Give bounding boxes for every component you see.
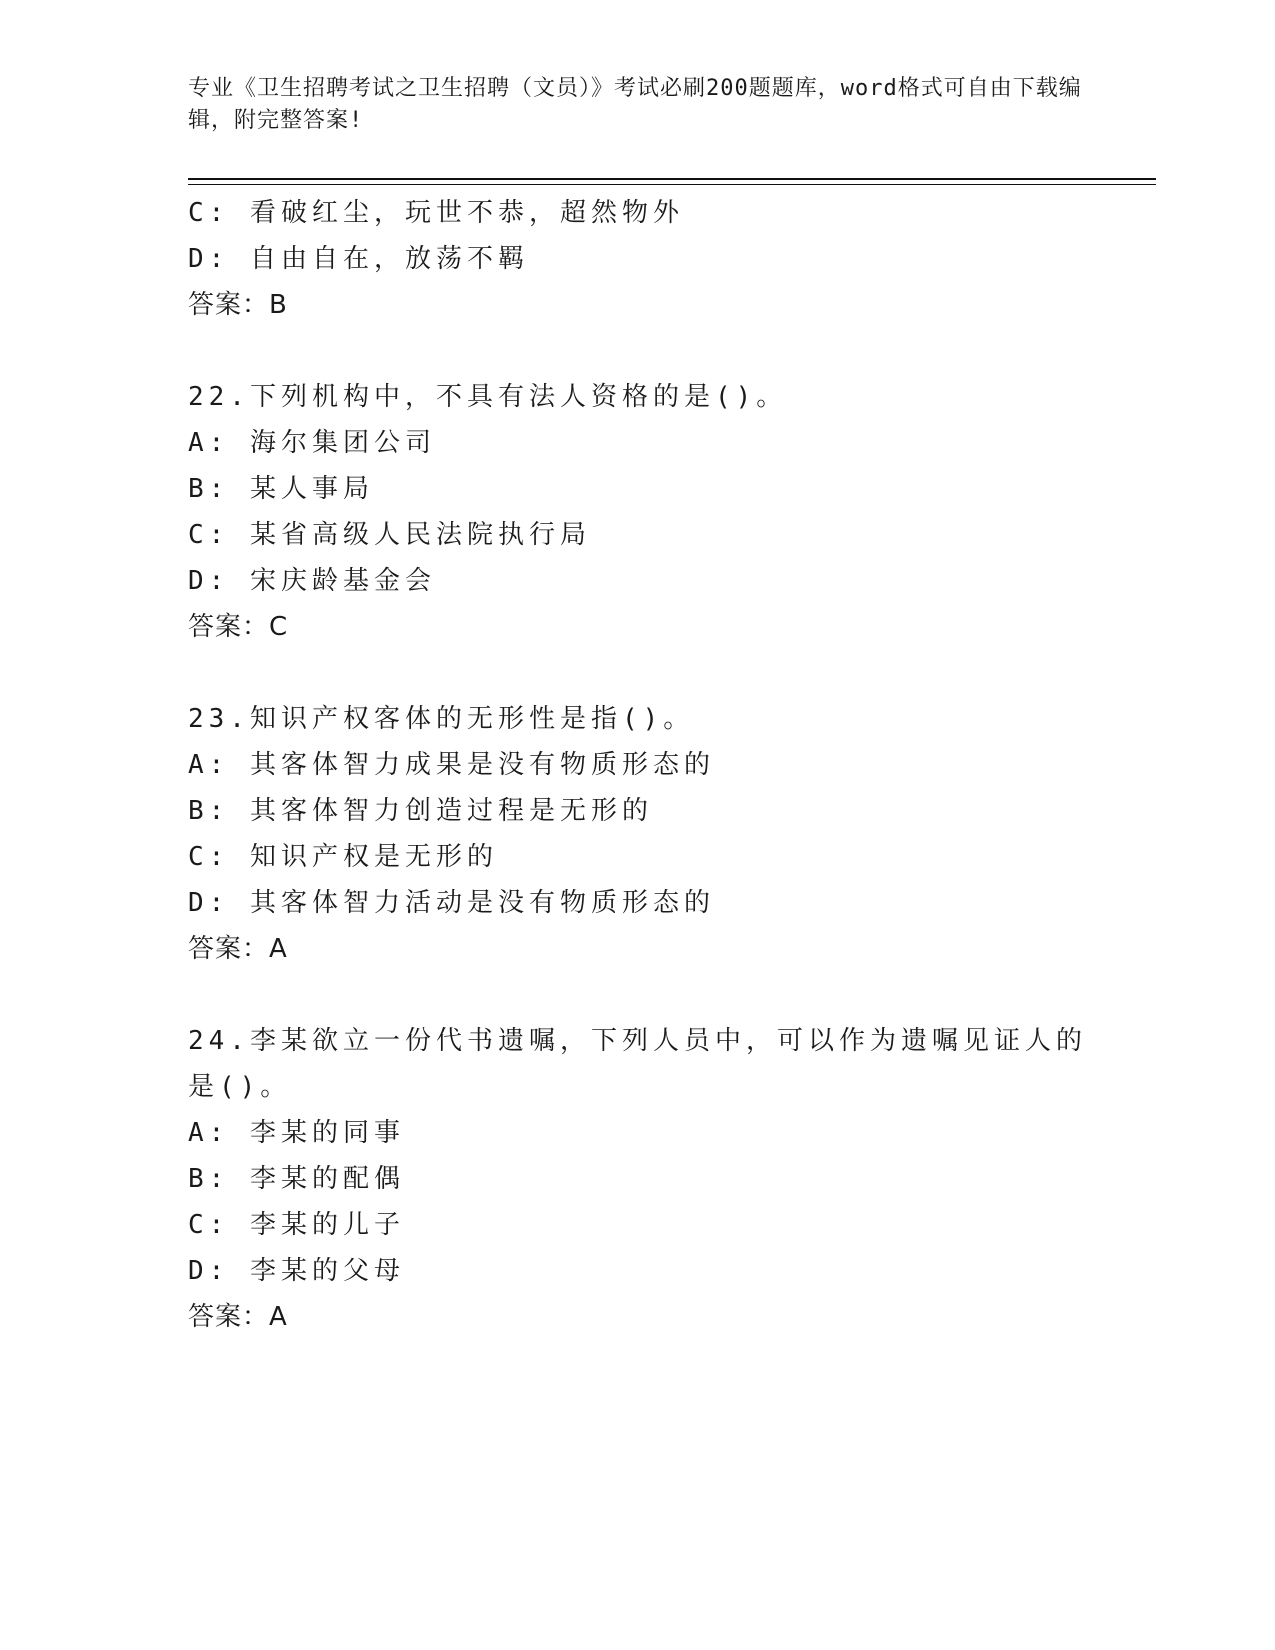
question-text: 24.李某欲立一份代书遗嘱，下列人员中，可以作为遗嘱见证人的是()。 bbox=[188, 1026, 1087, 1102]
option-c: C: 看破红尘，玩世不恭，超然物外 bbox=[188, 198, 684, 228]
header-rule-thick bbox=[188, 178, 1156, 180]
option-a: A: 其客体智力成果是没有物质形态的 bbox=[188, 750, 715, 780]
option-c: C: 某省高级人民法院执行局 bbox=[188, 520, 591, 550]
option-d: D: 自由自在，放荡不羁 bbox=[188, 244, 529, 274]
question-22 bbox=[188, 374, 1088, 650]
question-content bbox=[188, 190, 1088, 1340]
question-text: 23.知识产权客体的无形性是指()。 bbox=[188, 704, 695, 734]
option-b: B: 某人事局 bbox=[188, 474, 374, 504]
option-c: C: 知识产权是无形的 bbox=[188, 842, 498, 872]
question-24 bbox=[188, 1018, 1088, 1340]
partial-question bbox=[188, 190, 1088, 328]
answer-line: 答案：C bbox=[188, 612, 289, 642]
document-header: 专业《卫生招聘考试之卫生招聘（文员）》考试必刷200题题库，word格式可自由下载编辑，附完整答案! bbox=[188, 76, 1082, 133]
question-23 bbox=[188, 696, 1088, 972]
option-b: B: 其客体智力创造过程是无形的 bbox=[188, 796, 653, 826]
option-a: A: 海尔集团公司 bbox=[188, 428, 436, 458]
header-rule-thin bbox=[188, 184, 1156, 185]
option-d: D: 宋庆龄基金会 bbox=[188, 566, 436, 596]
option-c: C: 李某的儿子 bbox=[188, 1210, 405, 1240]
option-b: B: 李某的配偶 bbox=[188, 1164, 405, 1194]
option-a: A: 李某的同事 bbox=[188, 1118, 405, 1148]
answer-line: 答案：B bbox=[188, 290, 288, 320]
answer-line: 答案：A bbox=[188, 1302, 288, 1332]
question-text: 22.下列机构中，不具有法人资格的是()。 bbox=[188, 382, 788, 412]
option-d: D: 李某的父母 bbox=[188, 1256, 405, 1286]
answer-line: 答案：A bbox=[188, 934, 288, 964]
option-d: D: 其客体智力活动是没有物质形态的 bbox=[188, 888, 715, 918]
